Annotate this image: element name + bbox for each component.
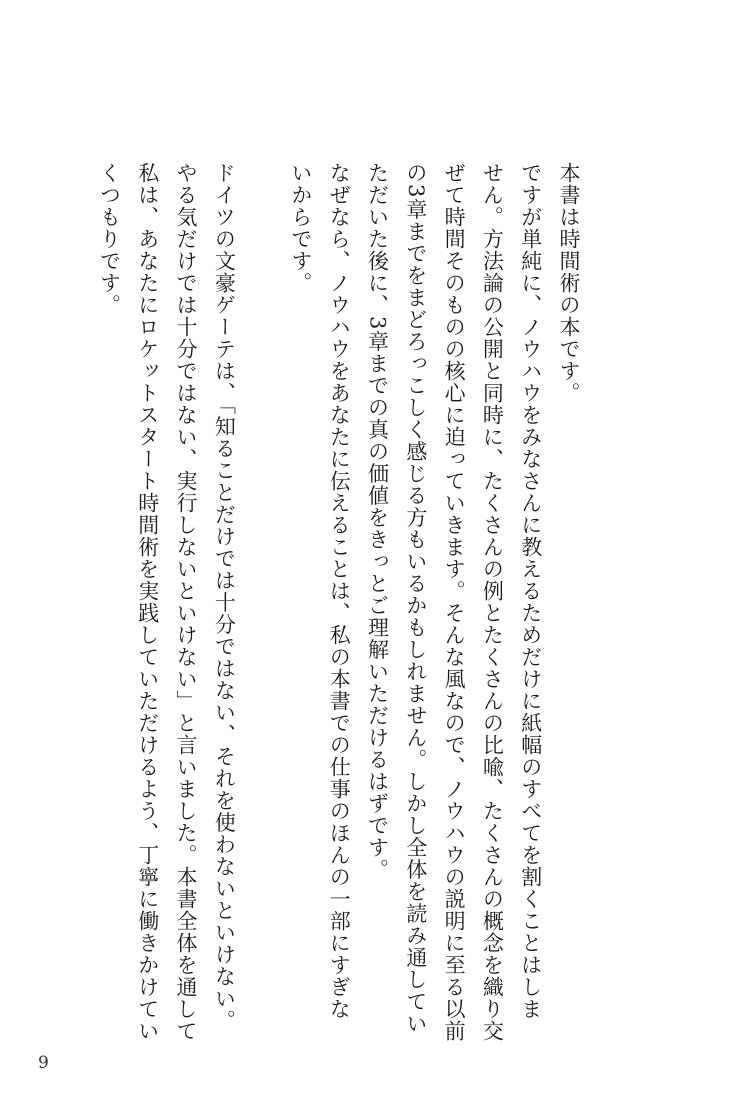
page-number: 9 (38, 1053, 49, 1073)
text-column: ドイツの文豪ゲーテは、「知ることだけでは十分ではない、それを使わないといけない。 (212, 162, 237, 1032)
text-column: せん。方法論の公開と同時に、たくさんの例とたくさんの比喩、たくさんの概念を織り交 (480, 162, 505, 1042)
text-column: 本書は時間術の本です。 (557, 162, 581, 404)
text-column: やる気だけでは十分ではない、実行しないといけない」と言いました。本書全体を通して (174, 162, 199, 1042)
text-column: ぜて時間そのものの核心に迫っていきます。そんな風なので、ノウハウの説明に至る以前 (442, 162, 467, 1042)
paragraph-break (243, 162, 281, 992)
vertical-text-block (90, 162, 588, 1042)
text-column: ですが単純に、ノウハウをみなさんに教えるためだけに紙幅のすべてを割くことはしま (518, 162, 543, 1020)
text-column: くつもりです。 (97, 162, 122, 316)
text-column: 私は、あなたにロケットスタート時間術を実践していただけるよう、丁寧に働きかけてい (135, 162, 160, 1042)
text-column: の3章までをまどろっこしく感じる方もいるかもしれません。しかし全体を読み通してい (403, 162, 428, 1035)
text-column: なぜなら、ノウハウをあなたに伝えることは、私の本書での仕事のほんの一部にすぎな (327, 162, 352, 1020)
text-column: いからです。 (288, 162, 313, 294)
text-column: ただいた後に、3章までの真の価値をきっとご理解いただけるはずです。 (365, 162, 390, 881)
